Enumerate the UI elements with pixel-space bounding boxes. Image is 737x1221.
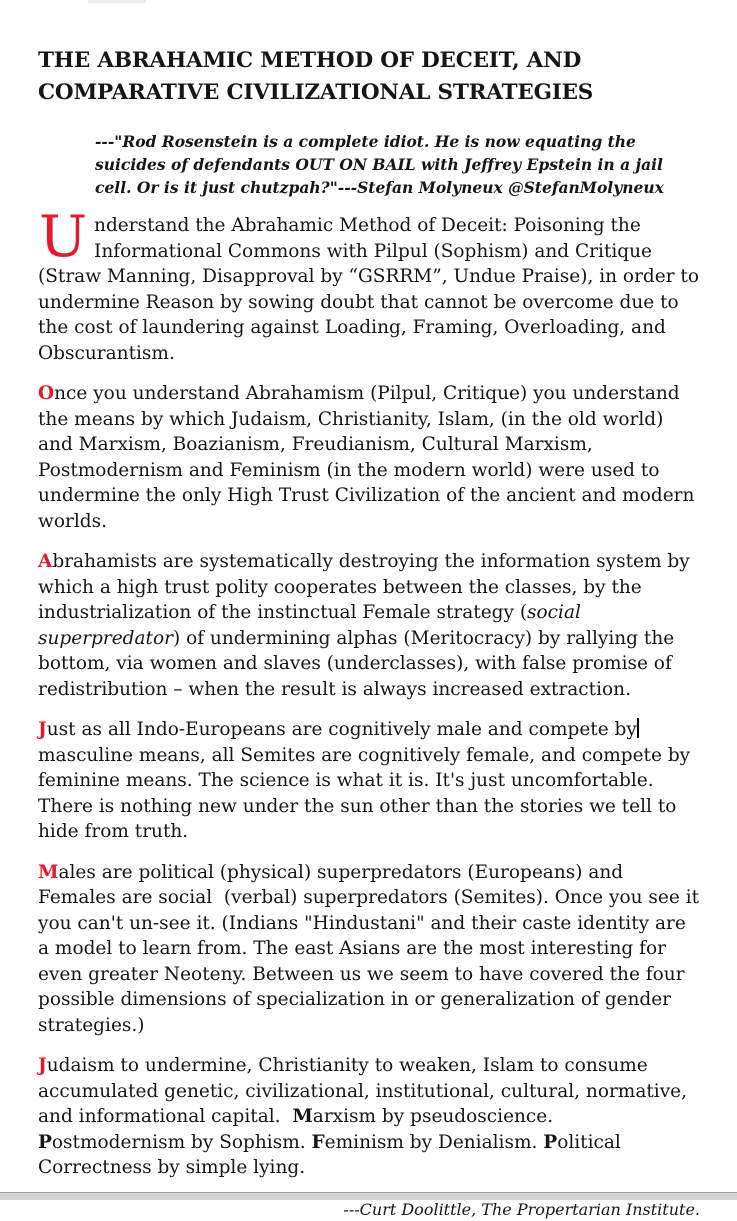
body-paragraph-6[interactable] <box>38 1053 700 1181</box>
text-segment: nderstand the Abrahamic Method of Deceit: Poisoning the Informational Commons with Pilpul (Sophism) and Critique (Straw Manning, Disapproval by “GSRRM”, Undue Praise), in order to undermine Reason by sowing doubt that cannot be overcome due to the cost of laundering against Loading, Framing, Overloading, and Obscurantism. <box>38 215 700 364</box>
body-paragraph-1[interactable] <box>38 204 700 366</box>
text-segment-bold: P <box>543 1131 558 1153</box>
text-segment: ust as all Indo-Europeans are cognitively male and compete by <box>46 719 637 740</box>
text-segment-dropcap: U <box>39 204 88 270</box>
text-segment-initial: M <box>38 861 59 883</box>
document-title: THE ABRAHAMIC METHOD OF DECEIT, AND COMPARATIVE CIVILIZATIONAL STRATEGIES <box>38 48 594 105</box>
text-segment: ) of undermining alphas (Meritocracy) by rallying the bottom, via women and slaves (underclasses), with false promise of redistribution – when the result is always increased extraction. <box>38 627 675 700</box>
text-segment: ales are political (physical) superpredators (Europeans) and Females are social (verbal) superpredators (Semites). Once you see it you can't un-see it. (Indians "Hindustani" and their caste identity are a model to learn from. The east Asians are the most interesting for even greater Neoteny. Between us we seem to have covered the four possible dimensions of specialization in or generalization of gender strategies.) <box>38 861 700 1036</box>
text-segment: udaism to undermine, Christianity to weaken, Islam to consume accumulated genetic, civilizational, institutional, cultural, normative, and informational capital. <box>38 1055 687 1127</box>
text-segment: olitical Correctness by simple lying. <box>38 1131 621 1178</box>
text-segment-italic: social superpredator <box>38 602 581 649</box>
text-segment-bold: M <box>292 1106 313 1127</box>
text-segment-initial: O <box>38 383 55 404</box>
text-segment-bold: F <box>311 1131 325 1153</box>
text-segment: ostmodernism by Sophism. <box>51 1131 312 1153</box>
body-paragraph-4[interactable] <box>38 717 700 845</box>
text-segment-initial: A <box>38 551 53 572</box>
text-segment-bold: P <box>38 1131 52 1153</box>
top-edge-artifact <box>88 0 146 3</box>
text-segment: masculine means, all Semites are cognitively female, and compete by feminine means. The science is what it is. It's just uncomfortable. There is nothing new under the sun other than the stories we tell to hide from truth. <box>38 744 691 842</box>
document-body[interactable] <box>38 204 700 1181</box>
body-paragraph-5[interactable] <box>38 860 700 1039</box>
text-segment-initial: J <box>38 719 47 740</box>
text-segment: nce you understand Abrahamism (Pilpul, Critique) you understand the means by which Judaism, Christianity, Islam, (in the old world) and Marxism, Boazianism, Freudianism, Cultural Marxism, Postmodernism and Feminism (in the modern world) were used to undermine the only High Trust Civilization of the ancient and modern worlds. <box>38 383 695 532</box>
epigraph-quote: ---"Rod Rosenstein is a complete idiot. He is now equating the suicides of defendants OUT ON BAIL with Jeffrey Epstein in a jail cell. Or is it just chutzpah?"---Stefan Molyneux @StefanMolyneux <box>95 132 664 197</box>
attribution-line: ---Curt Doolittle, The Propertarian Institute. <box>343 1199 700 1219</box>
text-segment: arxism by pseudoscience. <box>312 1106 554 1127</box>
window-bottom-edge <box>0 1192 737 1200</box>
text-cursor <box>637 718 639 738</box>
body-paragraph-2[interactable] <box>38 381 700 534</box>
body-paragraph-3[interactable] <box>38 549 700 702</box>
text-segment: eminism by Denialism. <box>324 1131 544 1153</box>
text-segment-initial: J <box>38 1055 47 1076</box>
text-segment: brahamists are systematically destroying the information system by which a high trust polity cooperates between the classes, by the industrialization of the instinctual Female strategy ( <box>38 551 690 623</box>
